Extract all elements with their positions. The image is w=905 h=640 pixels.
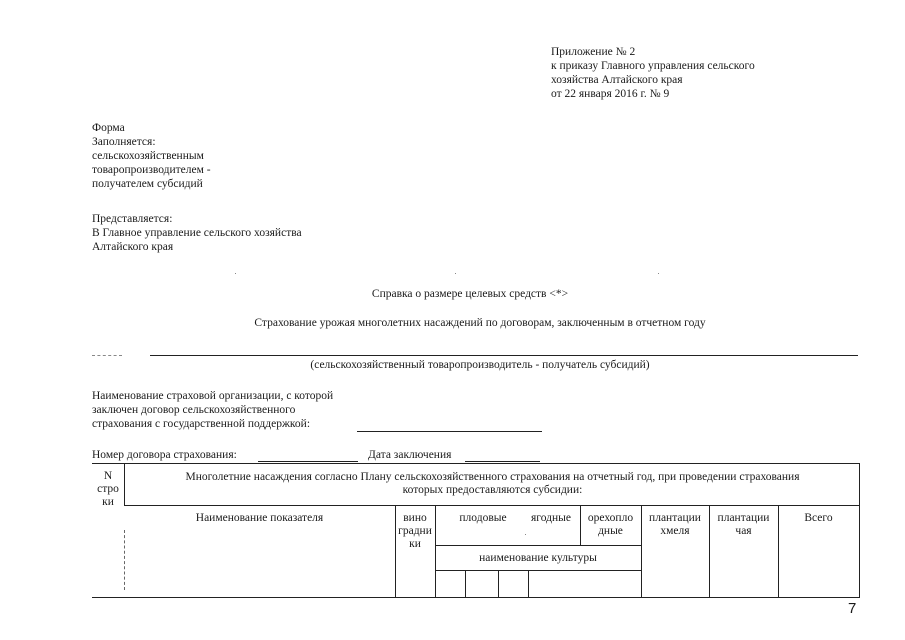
table-right-edge (859, 463, 860, 597)
submitted-line: В Главное управление сельского хозяйства (92, 227, 302, 239)
appendix-line: от 22 января 2016 г. № 9 (551, 88, 670, 100)
document-subtitle: Страхование урожая многолетних насаждений по договорам, заключенным в отчетном году (254, 317, 706, 329)
crop-name-header: наименование культуры (479, 552, 597, 564)
contract-date-label: Дата заключения (368, 449, 452, 461)
form-line: получателем субсидий (92, 178, 203, 190)
scan-speck (235, 273, 236, 274)
nut-header-line: орехопло (587, 512, 634, 524)
table-bottom-line (92, 597, 860, 598)
berry-header: ягодные (531, 512, 571, 524)
tea-header (709, 512, 778, 538)
insurer-line: страхования с государственной поддержкой: (92, 418, 311, 430)
nut-header (580, 512, 641, 538)
crop-row-top (435, 545, 641, 546)
hop-header-line: плантации (649, 512, 701, 524)
total-header: Всего (804, 512, 833, 524)
form-block (92, 121, 211, 191)
row-number-header (92, 470, 124, 509)
crop-subcol (528, 570, 529, 597)
row-number-header-line: стро (97, 483, 119, 495)
submitted-line: Представляется: (92, 213, 173, 225)
document-title: Справка о размере целевых средств <*> (371, 288, 569, 300)
main-header (126, 471, 859, 497)
form-line: Форма (92, 122, 125, 134)
main-header-line: которых предоставляются субсидии: (402, 484, 583, 496)
table-left-edge (124, 530, 125, 590)
insurer-line: заключен договор сельскохозяйственного (92, 404, 296, 416)
appendix-line: хозяйства Алтайского края (551, 74, 683, 86)
scan-speck (658, 273, 659, 274)
producer-caption: (сельскохозяйственный товаропроизводитель - получатель субсидий) (310, 359, 650, 371)
producer-line-dash (92, 355, 122, 356)
appendix-line: Приложение № 2 (551, 46, 636, 58)
vineyards-header-line: ки (409, 538, 421, 550)
main-header-line: Многолетние насаждения согласно Плану сельскохозяйственного страхования на отчетный год, при проведении страхования (185, 471, 800, 483)
scan-speck (455, 273, 456, 274)
vineyards-header (395, 512, 435, 551)
contract-number-fill (258, 461, 358, 462)
form-line: товаропроизводителем - (92, 164, 211, 176)
tea-header-line: плантации (717, 512, 770, 524)
table-n-col-border (124, 463, 125, 505)
crop-subcol (465, 570, 466, 597)
hop-header-line: хмеля (660, 525, 690, 537)
producer-line (150, 355, 858, 356)
fruit-header: плодовые (459, 512, 507, 524)
scan-speck (525, 534, 526, 535)
tea-header-line: чая (735, 525, 752, 537)
indicator-header: Наименование показателя (195, 512, 324, 524)
form-line: сельскохозяйственным (92, 150, 204, 162)
hop-header (641, 512, 709, 538)
crop-subcol (498, 570, 499, 597)
contract-number-label: Номер договора страхования: (92, 449, 237, 461)
row-number-header-line: N (103, 470, 113, 482)
submitted-line: Алтайского края (92, 241, 174, 253)
vineyards-header-line: градни (398, 525, 432, 537)
page-number: 7 (848, 600, 857, 617)
submitted-block (92, 212, 302, 254)
insurer-block (92, 389, 333, 431)
contract-date-fill (465, 461, 540, 462)
appendix-block (551, 45, 755, 101)
form-line: Заполняется: (92, 136, 156, 148)
col-border (435, 505, 436, 597)
insurer-line: Наименование страховой организации, с которой (92, 390, 334, 402)
nut-header-line: дные (598, 525, 623, 537)
appendix-line: к приказу Главного управления сельского (551, 60, 755, 72)
row-number-header-line: ки (102, 496, 114, 508)
table-top-line (92, 463, 860, 464)
vineyards-header-line: вино (403, 512, 427, 524)
header-row-line (124, 505, 859, 506)
insurer-fill-line (357, 431, 542, 432)
